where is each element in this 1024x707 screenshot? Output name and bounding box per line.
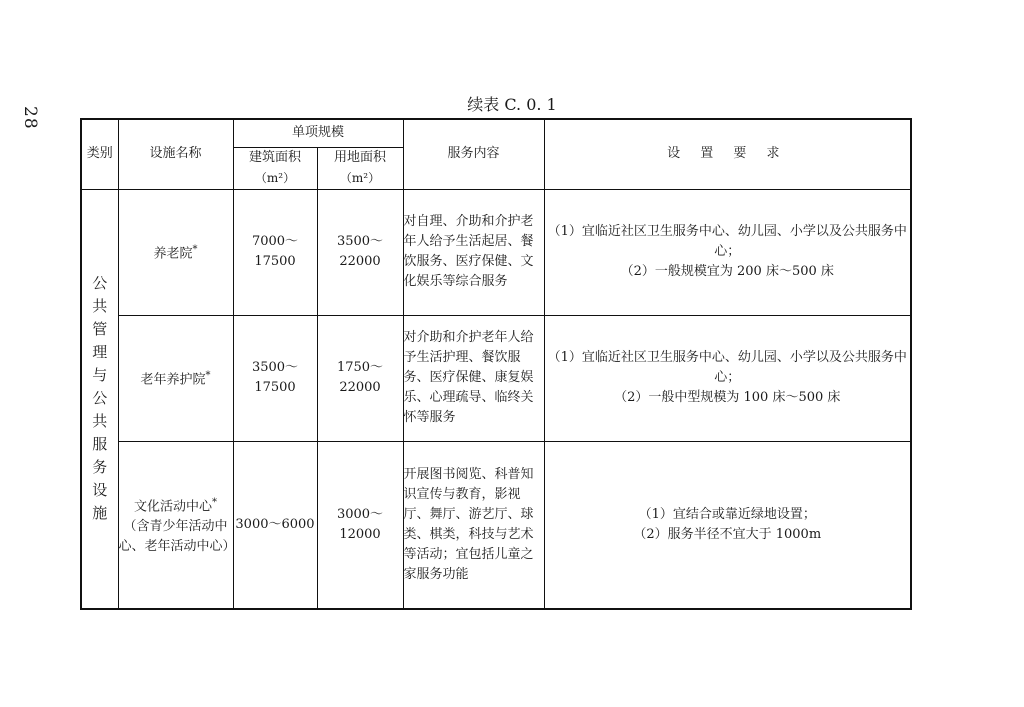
service-cell [403,315,544,441]
requirement-item: （1）宜临近社区卫生服务中心、幼儿园、小学以及公共服务中心； [547,224,907,259]
header-building-area-unit: （m²） [254,171,296,185]
header-land-area-label: 用地面积 [334,150,387,165]
facility-name: 文化活动中心 [133,498,212,514]
header-building-area-label: 建筑面积 [248,150,301,165]
facility-name-cell [118,315,233,441]
requirement-item: （2）一般中型规模为 100 床～500 床 [614,390,841,405]
facility-star: * [192,243,198,255]
facility-star: * [205,369,211,381]
header-land-area-unit: （m²） [339,171,381,185]
requirements-cell [544,441,911,609]
land-area-cell: 3000～12000 [317,441,403,609]
requirements-cell [544,315,911,441]
facility-name-cell [118,189,233,315]
service-text: 对介助和介护老年人给予生活护理、餐饮服务、医疗保健、康复娱乐、心理疏导、临终关怀等服务 [403,330,534,425]
building-area-cell: 3500～17500 [233,315,317,441]
building-area-cell: 7000～17500 [233,189,317,315]
building-area-cell: 3000～6000 [233,441,317,609]
service-text: 开展图书阅览、科普知识宣传与教育，影视厅、舞厅、游艺厅、球类、棋类，科技与艺术等活动；宜包括儿童之家服务功能 [403,466,534,582]
facility-name: 养老院 [153,246,193,262]
header-service-content: 服务内容 [403,119,544,189]
requirement-item: （1）宜结合或靠近绿地设置； [638,506,816,522]
table-row [81,441,911,609]
page-number: 28 [20,106,40,130]
facility-name: 老年养护院 [140,372,206,388]
facility-table [80,118,912,610]
table-row [81,315,911,441]
requirement-item: （1）宜临近社区卫生服务中心、幼儿园、小学以及公共服务中心； [547,350,907,385]
header-category: 类别 [81,119,118,189]
table-caption: 续表 C. 0. 1 [467,95,557,114]
category-cell [81,189,118,609]
requirements-cell [544,189,911,315]
service-cell [403,189,544,315]
requirement-item: （2）服务半径不宜大于 1000m [633,526,822,542]
requirement-item: （2）一般规模宜为 200 床～500 床 [620,264,834,279]
category-label: 公共管理与公共服务设施 [92,274,108,523]
header-requirements: 设 置 要 求 [544,119,911,189]
header-building-area [233,147,317,189]
header-land-area [317,147,403,189]
service-text: 对自理、介助和介护老年人给予生活起居、餐饮服务、医疗保健、文化娱乐等综合服务 [403,214,534,289]
facility-name-note: （含青少年活动中心、老年活动中心） [118,518,236,554]
land-area-cell: 1750～22000 [317,315,403,441]
service-cell [403,441,544,609]
land-area-cell: 3500～22000 [317,189,403,315]
facility-star: * [212,496,217,508]
header-facility-name: 设施名称 [118,119,233,189]
table-row [81,189,911,315]
header-scale-group: 单项规模 [233,119,403,147]
facility-name-cell [118,441,236,609]
